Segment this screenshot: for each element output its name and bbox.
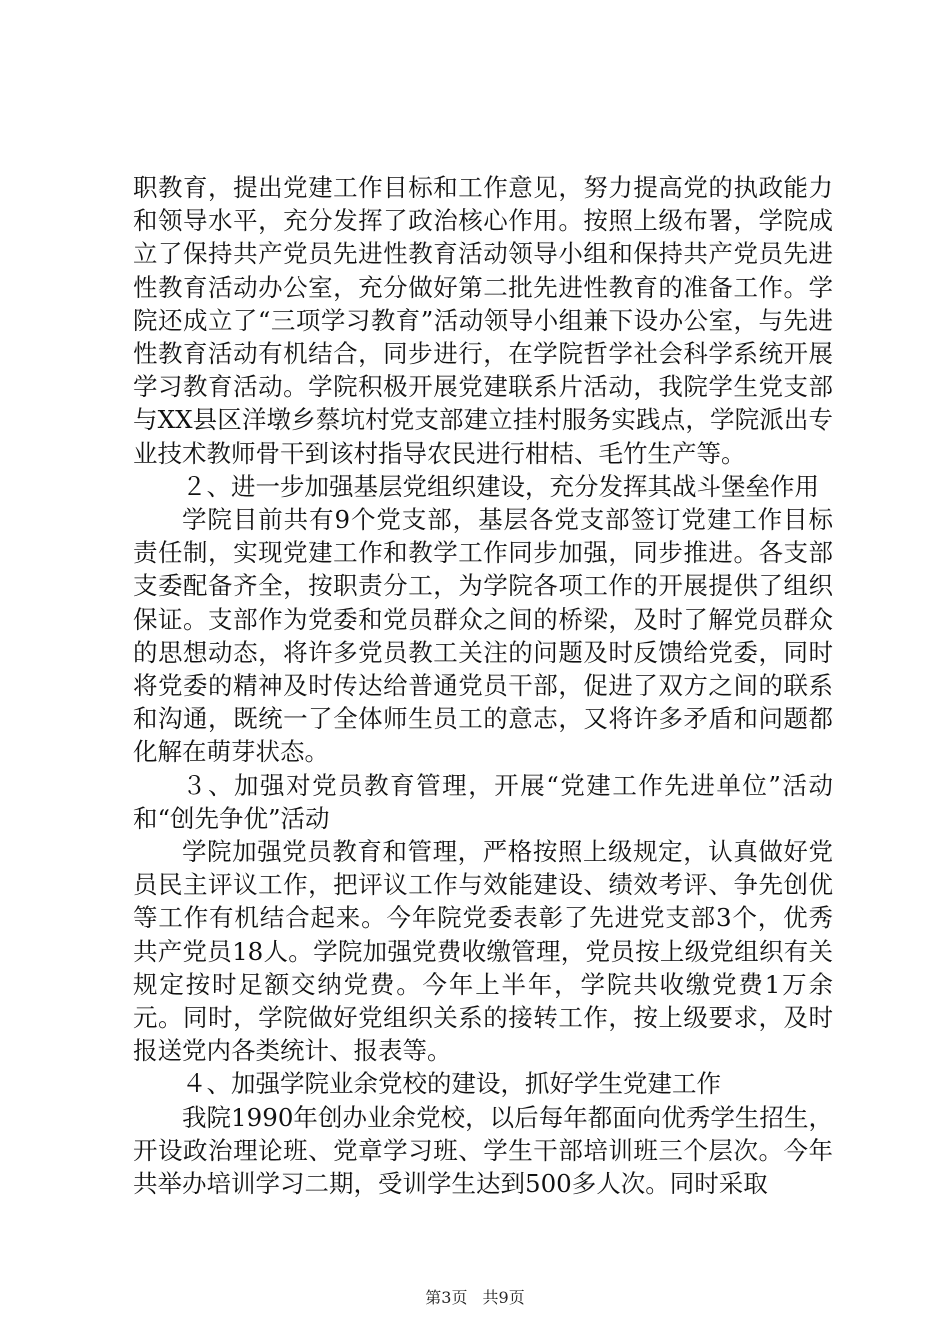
section-heading-2: ２、进一步加强基层党组织建设，充分发挥其战斗堡垒作用 — [182, 471, 819, 501]
paragraph-continuation: 职教育，提出党建工作目标和工作意见，努力提高党的执政能力和领导水平，充分发挥了政治核心作用。按照上级布署，学院成立了保持共产党员先进性教育活动领导小组和保持共产党员先进性教育活动办公室，充分做好第二批先进性教育的准备工作。学院还成立了“三项学习教育”活动领导小组兼下设办公室，与先进性教育活动有机结合，同步进行，在学院哲学社会科学系统开展学习教育活动。学院积极开展党建联系片活动，我院学生党支部与XX县区洋墩乡蔡坑村党支部建立挂村服务实践点，学院派出专业技术教师骨干到该村指导农民进行柑桔、毛竹生产等。 — [133, 173, 833, 468]
page-total: 共9页 — [482, 1288, 525, 1307]
paragraph-member-education: 学院加强党员教育和管理，严格按照上级规定，认真做好党员民主评议工作，把评议工作与效能建设、绩效考评、争先创优等工作有机结合起来。今年院党委表彰了先进党支部3个，优秀共产党员18人。学院加强党费收缴管理，党员按上级党组织有关规定按时足额交纳党费。今年上半年，学院共收缴党费1万余元。同时，学院做好党组织关系的接转工作，按上级要求，及时报送党内各类统计、报表等。 — [133, 837, 833, 1066]
section-heading-3: ３、加强对党员教育管理，开展“党建工作先进单位”活动和“创先争优”活动 — [133, 770, 833, 833]
document-body — [133, 171, 833, 1200]
page-footer — [0, 1288, 950, 1308]
paragraph-party-school: 我院1990年创办业余党校，以后每年都面向优秀学生招生，开设政治理论班、党章学习班、学生干部培训班三个层次。今年共举办培训学习二期，受训学生达到500多人次。同时采取 — [133, 1102, 833, 1199]
section-heading-4: ４、加强学院业余党校的建设，抓好学生党建工作 — [182, 1069, 721, 1099]
page-number: 第3页 — [425, 1288, 468, 1307]
paragraph-party-branches: 学院目前共有9个党支部，基层各党支部签订党建工作目标责任制，实现党建工作和教学工作同步加强，同步推进。各支部支委配备齐全，按职责分工，为学院各项工作的开展提供了组织保证。支部作为党委和党员群众之间的桥梁，及时了解党员群众的思想动态，将许多党员教工关注的问题及时反馈给党委，同时将党委的精神及时传达给普通党员干部，促进了双方之间的联系和沟通，既统一了全体师生员工的意志，又将许多矛盾和问题都化解在萌芽状态。 — [133, 505, 833, 767]
